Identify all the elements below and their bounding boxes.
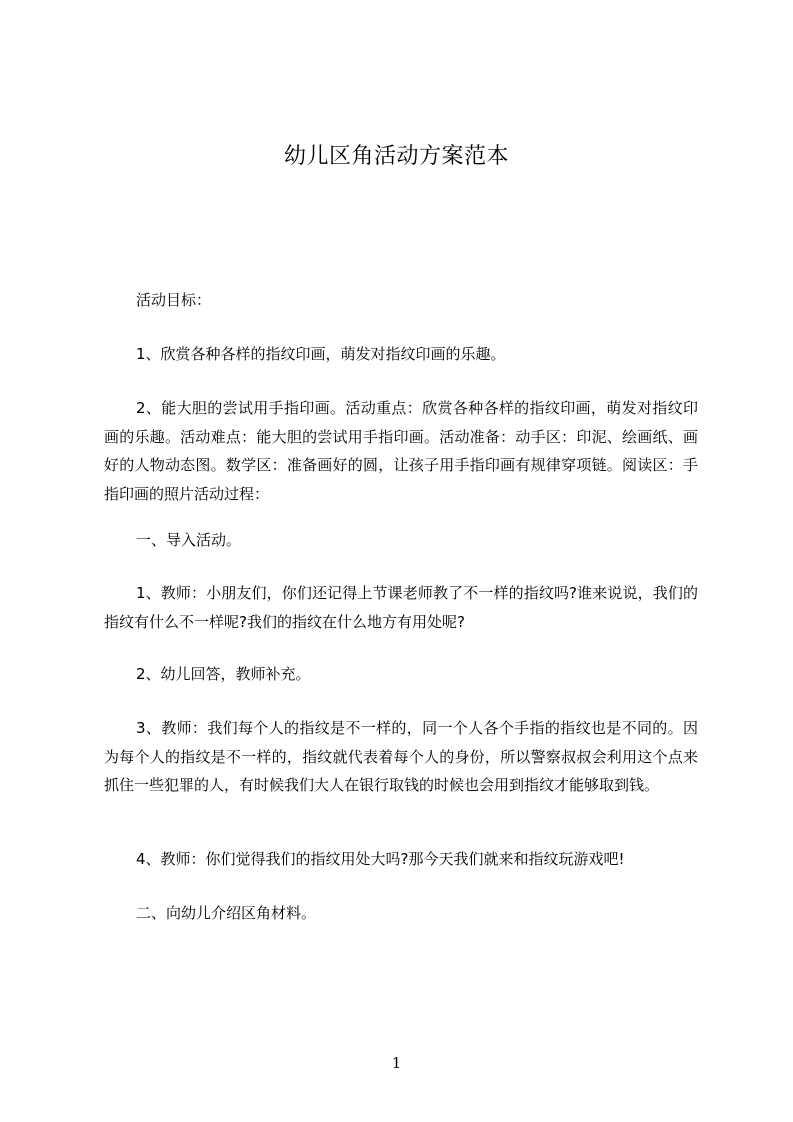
paragraph-objective-1: 1、欣赏各种各样的指纹印画，萌发对指纹印画的乐趣。: [136, 345, 506, 363]
paragraph-step-4: 4、教师：你们觉得我们的指纹用处大吗?那今天我们就来和指纹玩游戏吧!: [136, 850, 625, 868]
paragraph-objectives-heading: 活动目标：: [136, 291, 212, 309]
paragraph-section-2-heading: 二、向幼儿介绍区角材料。: [136, 904, 317, 922]
page-number: 1: [391, 1054, 402, 1072]
paragraph-objective-2: 2、能大胆的尝试用手指印画。活动重点：欣赏各种各样的指纹印画，萌发对指纹印画的乐趣。活动难点：能大胆的尝试用手指印画。活动准备：动手区：印泥、绘画纸、画好的人物动态图。数学区：准备画好的圆，让孩子用手指印画有规律穿项链。阅读区：手指印画的照片活动过程：: [104, 399, 698, 503]
page-title: 幼儿区角活动方案范本: [283, 144, 509, 169]
paragraph-step-3: 3、教师：我们每个人的指纹是不一样的，同一个人各个手指的指纹也是不同的。因为每个人的指纹是不一样的，指纹就代表着每个人的身份，所以警察叔叔会利用这个点来抓住一些犯罪的人，有时候我们大人在银行取钱的时候也会用到指纹才能够取到钱。: [104, 719, 698, 794]
paragraph-step-1: 1、教师：小朋友们，你们还记得上节课老师教了不一样的指纹吗?谁来说说，我们的指纹有什么不一样呢?我们的指纹在什么地方有用处呢?: [104, 584, 698, 631]
paragraph-section-1-heading: 一、导入活动。: [136, 531, 242, 549]
paragraph-step-2: 2、幼儿回答，教师补充。: [136, 665, 311, 683]
